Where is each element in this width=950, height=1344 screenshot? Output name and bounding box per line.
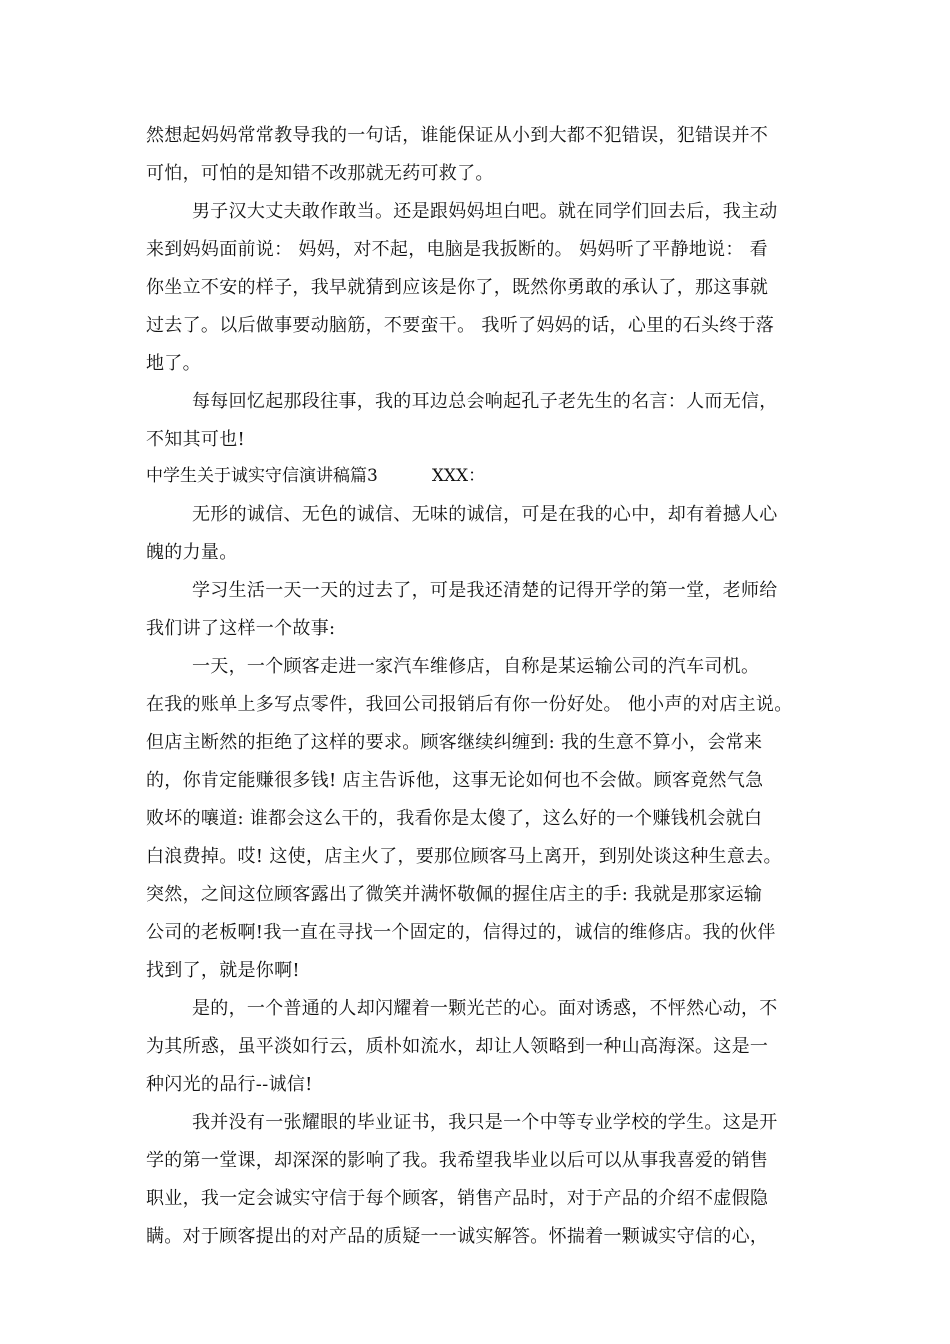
paragraph-start-line: 学习生活一天一天的过去了，可是我还清楚的记得开学的第一堂，老师给: [192, 580, 778, 601]
text-line: 突然，之间这位顾客露出了微笑并满怀敬佩的握住店主的手: 我就是那家运输: [146, 884, 763, 905]
paragraph-start-line: 是的，一个普通的人却闪耀着一颗光芒的心。面对诱惑，不怦然心动，不: [192, 998, 778, 1019]
text-line: 可怕，可怕的是知错不改那就无药可救了。: [146, 163, 494, 184]
paragraph-start-line: 我并没有一张耀眼的毕业证书，我只是一个中等专业学校的学生。这是开: [192, 1112, 778, 1133]
text-line: 学的第一堂课，却深深的影响了我。我希望我毕业以后可以从事我喜爱的销售: [146, 1150, 769, 1171]
section-title: 中学生关于诚实守信演讲稿篇3: [146, 466, 378, 486]
text-line: 过去了。以后做事要动脑筋，不要蛮干。 我听了妈妈的话，心里的石头终于落: [146, 315, 775, 336]
text-line: 找到了，就是你啊!: [146, 960, 300, 981]
text-line: 然想起妈妈常常教导我的一句话，谁能保证从小到大都不犯错误，犯错误并不: [146, 125, 769, 146]
text-line: 魄的力量。: [146, 542, 238, 563]
text-line: 败坏的嚷道: 谁都会这么干的，我看你是太傻了，这么好的一个赚钱机会就白: [146, 808, 763, 829]
text-line: 职业，我一定会诚实守信于每个顾客，销售产品时，对于产品的介绍不虚假隐: [146, 1188, 769, 1209]
section-heading: [146, 463, 485, 489]
text-line: 白浪费掉。哎! 这使，店主火了，要那位顾客马上离开，到别处谈这种生意去。: [146, 846, 782, 867]
section-author: XXX：: [431, 466, 486, 486]
text-line: 瞒。对于顾客提出的对产品的质疑一一诚实解答。怀揣着一颗诚实守信的心，: [146, 1226, 769, 1247]
paragraph-start-line: 男子汉大丈夫敢作敢当。还是跟妈妈坦白吧。就在同学们回去后，我主动: [192, 201, 778, 222]
text-line: 地了。: [146, 353, 201, 374]
text-line: 你坐立不安的样子，我早就猜到应该是你了，既然你勇敢的承认了，那这事就: [146, 277, 769, 298]
text-line: 在我的账单上多写点零件，我回公司报销后有你一份好处。 他小声的对店主说。: [146, 694, 793, 715]
text-line: 但店主断然的拒绝了这样的要求。顾客继续纠缠到: 我的生意不算小，会常来: [146, 732, 763, 753]
text-line: 来到妈妈面前说： 妈妈，对不起，电脑是我扳断的。 妈妈听了平静地说： 看: [146, 239, 768, 260]
text-line: 公司的老板啊!我一直在寻找一个固定的，信得过的，诚信的维修店。我的伙伴: [146, 922, 776, 943]
text-line: 种闪光的品行--诚信!: [146, 1074, 313, 1095]
text-line: 我们讲了这样一个故事:: [146, 618, 336, 639]
text-line: 为其所惑，虽平淡如行云，质朴如流水，却让人领略到一种山高海深。这是一: [146, 1036, 769, 1057]
paragraph-start-line: 一天，一个顾客走进一家汽车维修店，自称是某运输公司的汽车司机。: [192, 656, 760, 677]
paragraph-start-line: 每每回忆起那段往事，我的耳边总会响起孔子老先生的名言：人而无信，: [192, 391, 778, 412]
text-line: 的，你肯定能赚很多钱! 店主告诉他，这事无论如何也不会做。顾客竟然气急: [146, 770, 764, 791]
text-line: 不知其可也!: [146, 429, 246, 450]
paragraph-start-line: 无形的诚信、无色的诚信、无味的诚信，可是在我的心中，却有着撼人心: [192, 504, 778, 525]
